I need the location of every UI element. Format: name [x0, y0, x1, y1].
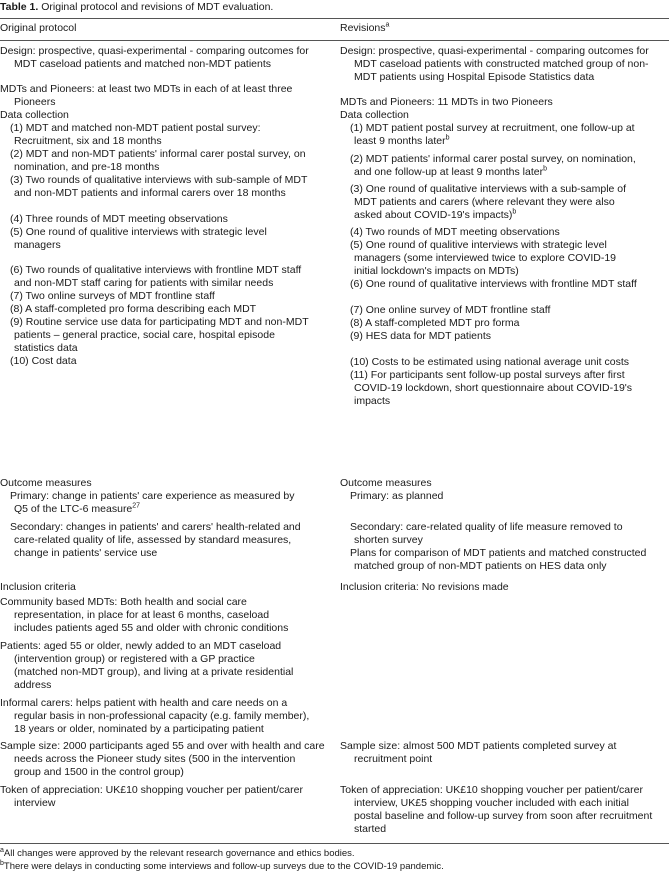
rev-token-1: Token of appreciation: UK£10 shopping voucher per patient/carer	[340, 784, 643, 796]
header-rule	[0, 40, 669, 41]
rev-dc3-2: MDT patients and carers (where relevant they were also	[354, 196, 615, 208]
orig-design-2: MDT caseload patients and matched non-MDT patients	[14, 58, 271, 70]
rev-dc8: (8) A staff-completed MDT pro forma	[350, 317, 520, 329]
orig-secondary-2: care-related quality of life, assessed by standard measures,	[14, 534, 292, 546]
rev-dc6: (6) One round of qualitative interviews with frontline MDT staff	[350, 278, 637, 290]
rev-dc3-1: (3) One round of qualitative interviews with a sub-sample of	[350, 183, 627, 195]
orig-inc-patients-4: address	[14, 679, 52, 691]
footnote-a-text: All changes were approved by the relevant research governance and ethics bodies.	[3, 848, 355, 859]
orig-mdts-2: Pioneers	[14, 96, 56, 108]
header-revisions	[340, 22, 389, 35]
header-revisions-sup: a	[385, 21, 390, 29]
caption-text: Original protocol and revisions of MDT evaluation.	[38, 1, 274, 13]
orig-dc6-2: and non-MDT staff caring for patients with similar needs	[14, 277, 274, 289]
rev-data-collection-heading: Data collection	[340, 109, 409, 121]
caption-label: Table 1.	[0, 1, 39, 13]
orig-dc1-2: Recruitment, six and 18 months	[14, 135, 162, 147]
orig-dc7: (7) Two online surveys of MDT frontline staff	[10, 290, 215, 302]
rev-dc11-2: COVID-19 lockdown, short questionnaire about COVID-19's	[354, 382, 633, 394]
orig-dc2-2: nomination, and pre-18 months	[14, 161, 160, 173]
rev-plans-2: matched group of non-MDT patients on HES data only	[354, 560, 607, 572]
footnote-b-label: b	[0, 859, 4, 867]
rev-dc3-3-text: asked about COVID-19's impacts)	[354, 209, 513, 221]
rev-design-2: MDT caseload patients with constructed matched group of non-	[354, 58, 649, 70]
bottom-rule	[0, 843, 669, 844]
orig-primary-2-text: Q5 of the LTC-6 measure	[14, 503, 133, 515]
rev-token-4: started	[354, 823, 387, 835]
orig-dc9-3: statistics data	[14, 342, 78, 354]
orig-mdts-1: MDTs and Pioneers: at least two MDTs in each of at least three	[0, 83, 293, 95]
rev-dc2-1: (2) MDT patients' informal carer postal survey, on nomination,	[350, 153, 636, 165]
rev-dc1-2-text: least 9 months later	[354, 135, 446, 147]
rev-dc2-2	[354, 166, 547, 179]
orig-inc-carers-1: Informal carers: helps patient with health and care needs on a	[0, 697, 288, 709]
orig-dc10: (10) Cost data	[10, 355, 77, 367]
rev-design-1: Design: prospective, quasi-experimental - comparing outcomes for	[340, 45, 649, 57]
orig-primary-1: Primary: change in patients' care experience as measured by	[10, 490, 295, 502]
rev-dc5-2: managers (some interviewed twice to explore COVID-19	[354, 252, 617, 264]
top-rule	[0, 18, 669, 19]
rev-dc4: (4) Two rounds of MDT meeting observations	[350, 226, 560, 238]
header-revisions-text: Revisions	[340, 22, 386, 34]
rev-dc2-2-text: and one follow-up at least 9 months later	[354, 166, 544, 178]
rev-plans-1: Plans for comparison of MDT patients and matched constructed	[350, 547, 647, 559]
rev-inclusion: Inclusion criteria: No revisions made	[340, 581, 509, 593]
rev-dc11-3: impacts	[354, 395, 391, 407]
table-caption	[0, 1, 669, 14]
orig-secondary-1: Secondary: changes in patients' and carers' health-related and	[10, 521, 301, 533]
rev-dc1-2	[354, 135, 450, 148]
orig-secondary-3: change in patients' service use	[14, 547, 158, 559]
orig-dc8: (8) A staff-completed pro forma describing each MDT	[10, 303, 257, 315]
orig-dc9-2: patients – general practice, social care, hospital episode	[14, 329, 275, 341]
orig-inc-patients-2: (intervention group) or registered with a GP practice	[14, 653, 255, 665]
orig-dc4: (4) Three rounds of MDT meeting observations	[10, 213, 228, 225]
orig-dc6-1: (6) Two rounds of qualitative interviews with frontline MDT staff	[10, 264, 302, 276]
orig-inc-mdt-2: representation, in place for at least 6 months, caseload	[14, 609, 270, 621]
orig-dc5-1: (5) One round of qualitive interviews with strategic level	[10, 226, 267, 238]
rev-design-3: MDT patients using Hospital Episode Statistics data	[354, 71, 595, 83]
rev-secondary-2: shorten survey	[354, 534, 423, 546]
footnote-b-mark: b	[543, 165, 548, 173]
orig-inc-mdt-1: Community based MDTs: Both health and social care	[0, 596, 247, 608]
orig-inc-carers-2: regular basis in non-professional capacity (e.g. family member),	[14, 710, 310, 722]
rev-sample-1: Sample size: almost 500 MDT patients completed survey at	[340, 740, 617, 752]
orig-dc5-2: managers	[14, 239, 61, 251]
orig-dc3-1: (3) Two rounds of qualitative interviews with sub-sample of MDT	[10, 174, 308, 186]
rev-dc3-3	[354, 209, 516, 222]
orig-outcome-heading: Outcome measures	[0, 477, 92, 489]
orig-inc-mdt-3: includes patients aged 55 and older with chronic conditions	[14, 622, 289, 634]
rev-dc9: (9) HES data for MDT patients	[350, 330, 492, 342]
footnote-b-mark: b	[512, 208, 517, 216]
footnote-b-text: There were delays in conducting some interviews and follow-up surveys due to the COVID-19 pandemic.	[3, 861, 444, 872]
rev-dc7: (7) One online survey of MDT frontline staff	[350, 304, 551, 316]
orig-data-collection-heading: Data collection	[0, 109, 69, 121]
orig-dc9-1: (9) Routine service use data for participating MDT and non-MDT	[10, 316, 309, 328]
rev-sample-2: recruitment point	[354, 753, 433, 765]
orig-dc3-2: and non-MDT patients and informal carers over 18 months	[14, 187, 286, 199]
rev-dc5-3: initial lockdown's impacts on MDTs)	[354, 265, 519, 277]
orig-sample-3: group and 1500 in the control group)	[14, 766, 184, 778]
orig-dc1-1: (1) MDT and matched non-MDT patient postal survey:	[10, 122, 261, 134]
orig-primary-2	[14, 503, 140, 516]
rev-dc1-1: (1) MDT patient postal survey at recruitment, one follow-up at	[350, 122, 635, 134]
header-original: Original protocol	[0, 22, 77, 34]
rev-token-2: interview, UK£5 shopping voucher included with each initial	[354, 797, 629, 809]
orig-dc2-1: (2) MDT and non-MDT patients' informal carer postal survey, on	[10, 148, 306, 160]
rev-mdts: MDTs and Pioneers: 11 MDTs in two Pioneers	[340, 96, 553, 108]
rev-token-3: postal baseline and follow-up survey from soon after recruitment	[354, 810, 653, 822]
footnote-a	[0, 848, 355, 860]
rev-dc11-1: (11) For participants sent follow-up postal surveys after first	[350, 369, 625, 381]
rev-primary: Primary: as planned	[350, 490, 444, 502]
rev-outcome-heading: Outcome measures	[340, 477, 432, 489]
footnote-b	[0, 861, 444, 873]
rev-dc5-1: (5) One round of qualitive interviews with strategic level	[350, 239, 607, 251]
orig-inc-patients-1: Patients: aged 55 or older, newly added to an MDT caseload	[0, 640, 282, 652]
orig-token-1: Token of appreciation: UK£10 shopping voucher per patient/carer	[0, 784, 303, 796]
orig-design-1: Design: prospective, quasi-experimental - comparing outcomes for	[0, 45, 309, 57]
rev-secondary-1: Secondary: care-related quality of life measure removed to	[350, 521, 623, 533]
orig-inc-carers-3: 18 years or older, nominated by a participating patient	[14, 723, 264, 735]
orig-inc-patients-3: (matched non-MDT group), and living at a private residential	[14, 666, 294, 678]
footnote-a-label: a	[0, 846, 4, 854]
orig-sample-1: Sample size: 2000 participants aged 55 and over with health and care	[0, 740, 325, 752]
rev-dc10: (10) Costs to be estimated using national average unit costs	[350, 356, 629, 368]
orig-inclusion-heading: Inclusion criteria	[0, 581, 76, 593]
orig-token-2: interview	[14, 797, 56, 809]
citation-27: 27	[132, 502, 141, 510]
footnote-b-mark: b	[445, 134, 450, 142]
orig-sample-2: needs across the Pioneer study sites (500 in the intervention	[14, 753, 296, 765]
